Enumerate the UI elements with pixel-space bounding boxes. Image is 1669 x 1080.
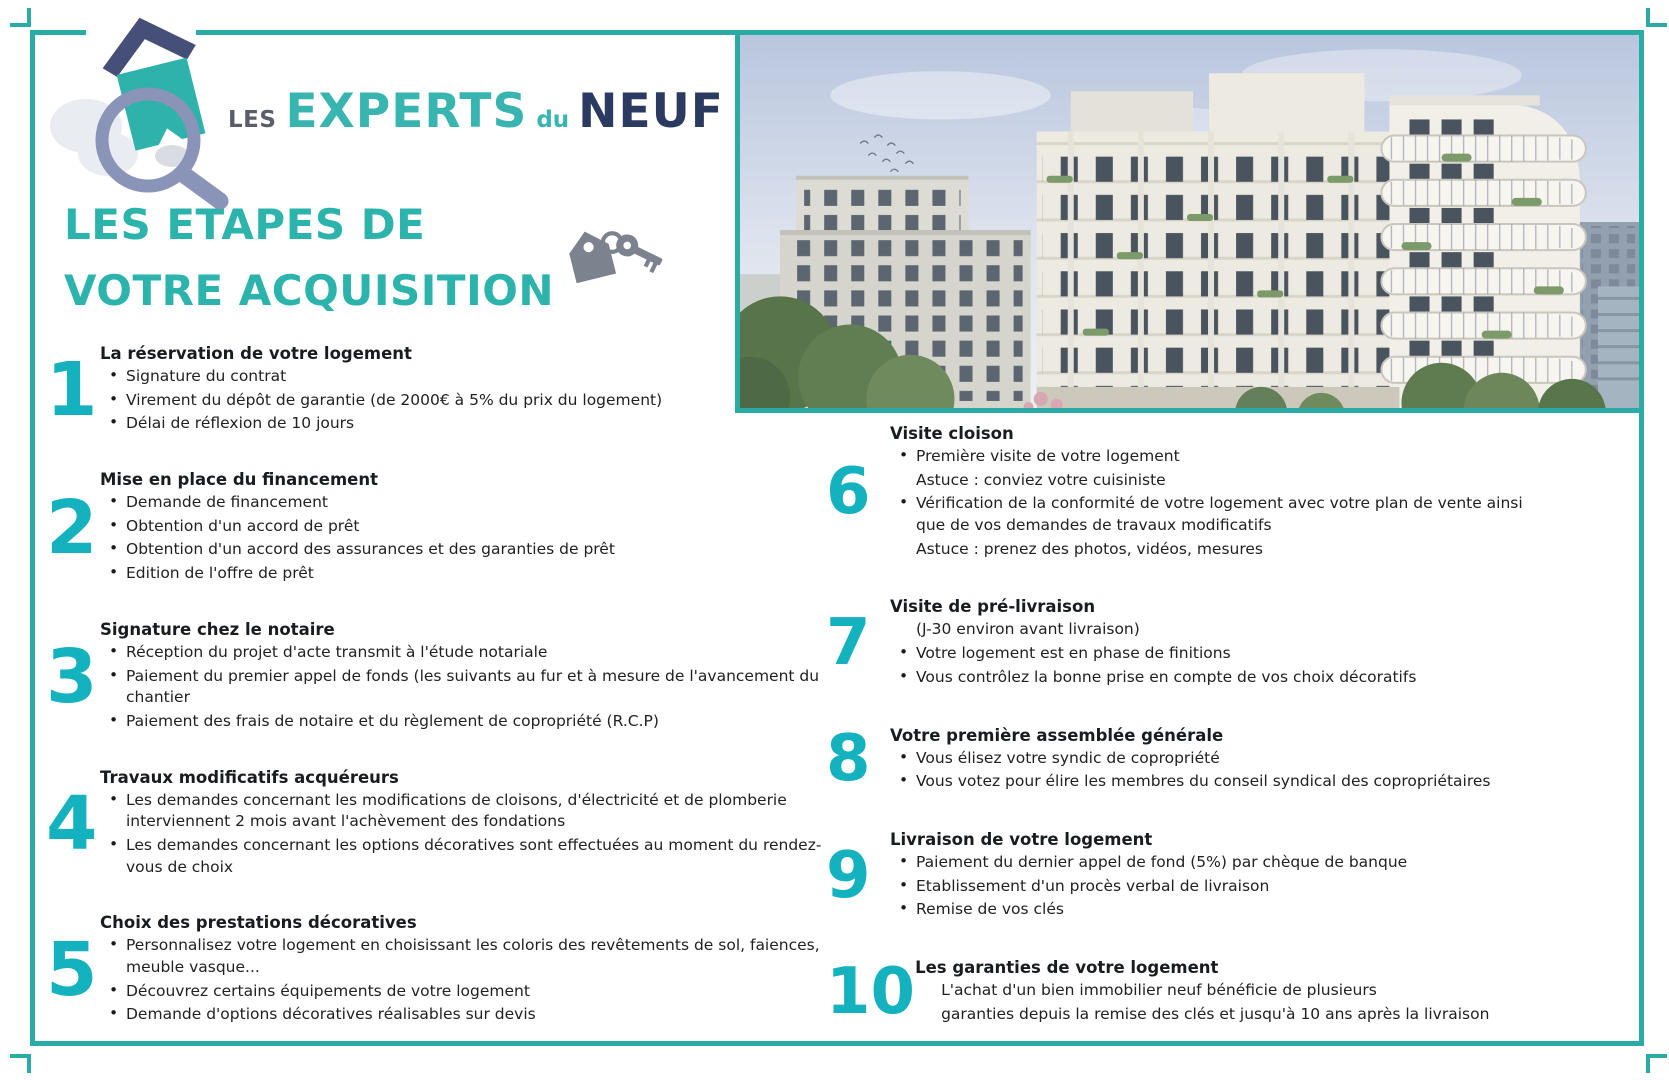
step-items bbox=[890, 748, 1538, 793]
step-title: Visite de pré-livraison bbox=[890, 597, 1096, 617]
step-title: La réservation de votre logement bbox=[100, 344, 412, 363]
step-number: 2 bbox=[46, 485, 98, 572]
step-title: Mise en place du financement bbox=[100, 470, 378, 490]
step-item: • Découvrez certains équipements de votre logement bbox=[100, 981, 824, 1003]
step-item: • Virement du dépôt de garantie (de 2000€ à 5% du prix du logement) bbox=[100, 390, 824, 412]
step-item: • Edition de l'offre de prêt bbox=[100, 563, 824, 585]
step-item: • Personnalisez votre logement en choisissant les coloris des revêtements de sol, faiences, meuble vasque... bbox=[100, 935, 824, 978]
step-item: • Paiement du dernier appel de fond (5%) par chèque de banque bbox=[890, 852, 1538, 874]
corner-mark-top-right bbox=[1646, 8, 1667, 27]
step-title: Signature chez le notaire bbox=[100, 619, 335, 639]
step-item: • Remise de vos clés bbox=[890, 899, 1538, 921]
step-number: 9 bbox=[826, 838, 871, 913]
step-item: garanties depuis la remise des clés et jusqu'à 10 ans après la livraison bbox=[941, 1004, 1490, 1023]
logo-word-les: LES bbox=[228, 107, 277, 133]
step-items bbox=[890, 852, 1538, 921]
magnifier-house-icon bbox=[50, 4, 250, 209]
step-items bbox=[890, 446, 1538, 560]
step-items bbox=[100, 642, 824, 733]
step-10 bbox=[826, 954, 1538, 1029]
page-title-line2: VOTRE ACQUISITION bbox=[64, 265, 555, 315]
step-2 bbox=[46, 470, 824, 587]
step-body bbox=[890, 424, 1538, 562]
step-items bbox=[100, 935, 824, 1026]
page-title bbox=[64, 192, 554, 324]
step-8 bbox=[826, 722, 1538, 797]
logo bbox=[50, 4, 724, 209]
logo-word-du: du bbox=[536, 107, 570, 133]
corner-mark-bottom-left bbox=[10, 1054, 31, 1073]
logo-word-neuf: NEUF bbox=[578, 84, 724, 139]
step-items bbox=[890, 619, 1538, 688]
step-item: • Vous élisez votre syndic de copropriété bbox=[890, 748, 1538, 770]
step-body bbox=[100, 620, 824, 735]
step-item: • Les demandes concernant les options décoratives sont effectuées au moment du rendez-vous de choix bbox=[100, 835, 824, 878]
step-item: • Les demandes concernant les modifications de cloisons, d'électricité et de plomberie interviennent 2 mois avant l'achèvement des fondations bbox=[100, 790, 824, 833]
building-photo bbox=[735, 30, 1644, 413]
step-number: 1 bbox=[46, 347, 98, 434]
steps-column-left bbox=[46, 344, 824, 1061]
step-item: • Réception du projet d'acte transmit à l'étude notariale bbox=[100, 642, 824, 664]
step-number: 3 bbox=[46, 633, 98, 720]
step-body bbox=[915, 958, 1538, 1027]
step-title: Choix des prestations décoratives bbox=[100, 913, 417, 933]
corner-mark-bottom-right bbox=[1646, 1054, 1667, 1073]
step-title: Travaux modificatifs acquéreurs bbox=[100, 767, 399, 787]
step-7 bbox=[826, 597, 1538, 690]
step-item: • Demande d'options décoratives réalisables sur devis bbox=[100, 1004, 824, 1026]
step-item: • Demande de financement bbox=[100, 492, 824, 514]
step-4 bbox=[46, 768, 824, 881]
house-keys-icon bbox=[558, 218, 668, 306]
step-number: 5 bbox=[46, 927, 98, 1014]
step-number: 7 bbox=[826, 606, 871, 681]
step-body bbox=[100, 768, 824, 881]
step-item: Astuce : prenez des photos, vidéos, mesures bbox=[916, 539, 1264, 558]
step-item: • Première visite de votre logement bbox=[890, 446, 1538, 468]
step-item: • Vous contrôlez la bonne prise en compte de vos choix décoratifs bbox=[890, 667, 1538, 689]
step-body bbox=[890, 726, 1538, 795]
corner-mark-top-left bbox=[10, 8, 31, 27]
step-body bbox=[890, 597, 1538, 690]
step-title: Livraison de votre logement bbox=[890, 829, 1153, 849]
step-item: • Délai de réflexion de 10 jours bbox=[100, 413, 824, 435]
step-5 bbox=[46, 913, 824, 1028]
step-item: • Signature du contrat bbox=[100, 366, 824, 388]
step-item: • Paiement des frais de notaire et du règlement de copropriété (R.C.P) bbox=[100, 711, 824, 733]
step-items bbox=[100, 366, 824, 435]
step-number: 8 bbox=[826, 722, 871, 797]
step-item: • Vous votez pour élire les membres du conseil syndical des copropriétaires bbox=[890, 771, 1538, 793]
step-item: (J-30 environ avant livraison) bbox=[916, 620, 1140, 639]
step-item: L'achat d'un bien immobilier neuf bénéficie de plusieurs bbox=[941, 980, 1377, 999]
step-item: • Obtention d'un accord de prêt bbox=[100, 516, 824, 538]
step-title: Votre première assemblée générale bbox=[890, 725, 1224, 745]
step-1 bbox=[46, 344, 824, 437]
step-body bbox=[100, 344, 824, 437]
steps-column-right bbox=[826, 424, 1538, 1062]
logo-word-experts: EXPERTS bbox=[285, 84, 528, 139]
step-body bbox=[100, 470, 824, 587]
step-title: Les garanties de votre logement bbox=[915, 957, 1219, 977]
step-items bbox=[100, 492, 824, 585]
page-title-line1: LES ETAPES DE bbox=[64, 200, 426, 249]
step-item: Astuce : conviez votre cuisiniste bbox=[916, 470, 1166, 489]
step-items bbox=[100, 790, 824, 879]
building-render-illustration bbox=[740, 35, 1639, 408]
step-3 bbox=[46, 620, 824, 735]
step-6 bbox=[826, 424, 1538, 562]
step-title: Visite cloison bbox=[890, 424, 1014, 443]
step-body bbox=[100, 913, 824, 1028]
logo-text bbox=[228, 84, 724, 139]
step-number: 4 bbox=[46, 780, 98, 867]
step-item: • Vérification de la conformité de votre logement avec votre plan de vente ainsi que de vos demandes de travaux modificatifs bbox=[890, 493, 1538, 536]
step-number: 6 bbox=[826, 455, 871, 530]
step-body bbox=[890, 830, 1538, 923]
step-item: • Etablissement d'un procès verbal de livraison bbox=[890, 876, 1538, 898]
step-number: 10 bbox=[826, 954, 916, 1029]
step-item: • Paiement du premier appel de fonds (les suivants au fur et à mesure de l'avancement du chantier bbox=[100, 666, 824, 709]
step-item: • Obtention d'un accord des assurances et des garanties de prêt bbox=[100, 539, 824, 561]
step-items bbox=[915, 980, 1538, 1025]
step-item: • Votre logement est en phase de finitions bbox=[890, 643, 1538, 665]
step-9 bbox=[826, 830, 1538, 923]
